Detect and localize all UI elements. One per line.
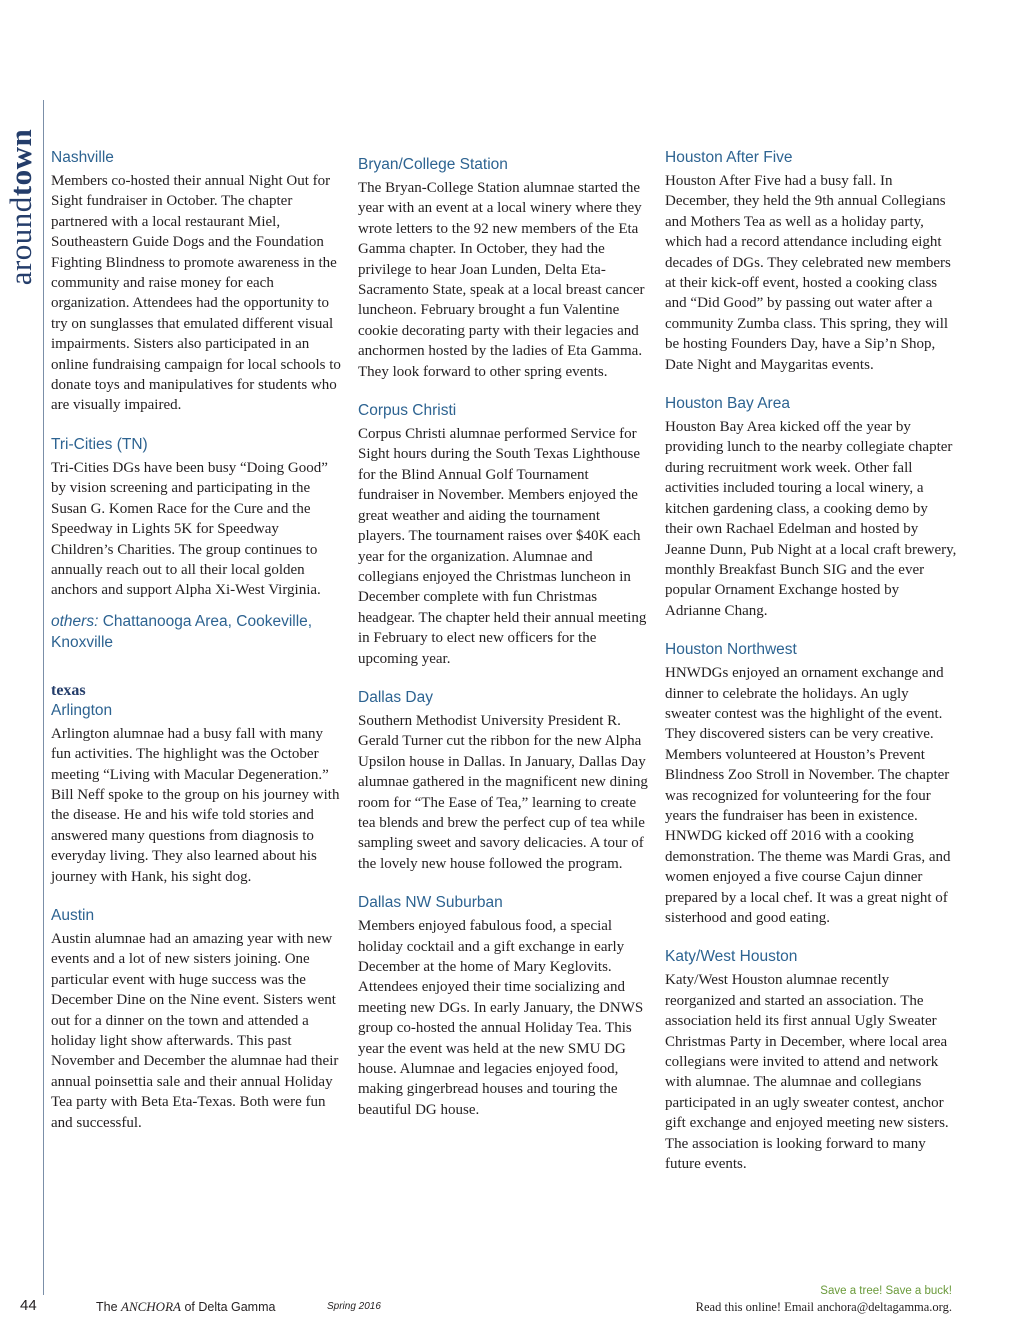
other-chapters-label: others: bbox=[51, 612, 99, 630]
save-tree-note: Save a tree! Save a buck! bbox=[820, 1285, 952, 1297]
chapter-body: Katy/West Houston alumnae recently reorganized and started an association. The association held its first annual Ugly Sweater Christmas Party in December, where local area collegians were invited to attend and network with alumnae. The alumnae and collegians participated in an ugly sweater contest, anchor gift exchange and enjoyed meeting new sisters. The association is looking forward to many future events. bbox=[665, 972, 949, 1173]
column-3 bbox=[665, 148, 957, 1193]
issue-season: Spring 2016 bbox=[327, 1301, 381, 1312]
side-label-emphasis: town bbox=[3, 128, 38, 197]
chapter-body: Members co-hosted their annual Night Out for Sight fundraiser in October. The chapter partnered with a local restaurant Miel, Southeastern Guide Dogs and the Foundation Fighting Blindness to promote awareness in the community and raise money for each organization. Attendees had the opportunity to try on sunglasses that emulated different visual impairments. Sisters also participated in an online fundraising campaign for local schools to donate toys and manipulatives for students who are visually impaired. bbox=[51, 173, 341, 414]
chapter-heading: Houston Northwest bbox=[665, 641, 797, 659]
chapter-heading: Houston Bay Area bbox=[665, 395, 790, 413]
chapter-heading: Dallas NW Suburban bbox=[358, 894, 503, 912]
chapter-heading: Arlington bbox=[51, 701, 113, 719]
chapter-heading: Austin bbox=[51, 906, 95, 924]
column-1 bbox=[51, 148, 343, 1152]
chapter-section-dallas-day bbox=[358, 688, 650, 874]
other-chapters-list: Chattanooga Area, Cookeville, Knoxville bbox=[51, 612, 313, 651]
chapter-heading: Bryan/College Station bbox=[358, 156, 508, 173]
other-chapters bbox=[51, 611, 343, 653]
chapter-body: HNWDGs enjoyed an ornament exchange and dinner to celebrate the holidays. An ugly sweater contest was the highlight of the event. They discovered sisters can be very creative. Members volunteered at Houston’s Prevent Blindness Zoo Stroll in November. The chapter was recognized for volunteering for the four years the fundraiser has been in existence. HNWDG kicked off 2016 with a cooking demonstration. The theme was Mardi Gras, and women enjoyed a five course Cajun dinner prepared by a local chef. It was a great night of sisterhood and good eating. bbox=[665, 665, 951, 926]
chapter-section-houston-after-five bbox=[665, 148, 957, 375]
chapter-body: Tri-Cities DGs have been busy “Doing Good” by vision screening and participating in the Susan G. Komen Race for the Cure and the Speedway in Lights 5K for Speedway Children’s Charities. The group continues to annually reach out to all their local golden anchors and support Alpha Xi-West Virginia. bbox=[51, 459, 328, 599]
chapter-body: Houston After Five had a busy fall. In December, they held the 9th annual Collegians and Mothers Tea as well as a holiday party, which had a record attendance including eight decades of DGs. They celebrated new members at their kick-off event, hosted a cooking class and “Did Good” by passing out water after a community Zumba class. This spring, they will be hosting Founders Day, have a Sip’n Shop, Date Night and Maygaritas events. bbox=[665, 173, 951, 373]
chapter-section-bryan-college-station bbox=[358, 155, 650, 382]
chapter-section-katy-west-houston bbox=[665, 947, 957, 1174]
chapter-body: Southern Methodist University President R. Gerald Turner cut the ribbon for the new Alpha Upsilon house in Dallas. In January, Dallas Day alumnae gathered in the magnificent new dining room for “The Ease of Tea,” learning to create tea blends and brew the perfect cup of tea while sampling sweet and savory delicacies. A tour of the lovely new house followed the program. bbox=[358, 712, 648, 872]
chapter-heading: Tri-Cities (TN) bbox=[51, 435, 148, 453]
chapter-body: Arlington alumnae had a busy fall with many fun activities. The highlight was the October meeting “Living with Macular Degeneration.” Bill Neff spoke to the group on his journey with the disease. He and his wife told stories and answered many questions from diagnosis to everyday living. They also learned about his journey with Hank, his sight dog. bbox=[51, 725, 340, 885]
chapter-section-arlington bbox=[51, 701, 343, 887]
chapter-heading: Houston After Five bbox=[665, 149, 793, 166]
chapter-body: Members enjoyed fabulous food, a special holiday cocktail and a gift exchange in early December at the home of Mary Keglovits. Attendees enjoyed their time socializing and meeting new DGs. In early January, the DNWS group co-hosted the annual Holiday Tea. This year the event was held at the new SMU DG house. Alumnae and legacies enjoyed food, making gingerbread houses and touring the beautiful DG house. bbox=[358, 918, 644, 1118]
chapter-heading: Dallas Day bbox=[358, 688, 433, 706]
chapter-body: Houston Bay Area kicked off the year by providing lunch to the nearby collegiate chapter during recruitment work week. Other fall activities included touring a local winery, a kitchen gardening class, a cooking demo by their own Rachael Edelman and hosted by Jeanne Dunn, Pub Night at a local craft brewery, monthly Breakfast Bunch SIG and the ever popular Ornament Exchange hosted by Adrianne Chang. bbox=[665, 419, 957, 619]
chapter-section-houston-bay-area bbox=[665, 394, 957, 621]
chapter-body: The Bryan-College Station alumnae started the year with an event at a local winery where they wrote letters to the 92 new members of the Eta Gamma chapter. In October, they had the privilege to hear Joan Lunden, Delta Eta-Sacramento State, speak at a local breast cancer luncheon. February brought a fun Valentine cookie decorating party with their legacies and anchormen hosted by the ladies of Eta Gamma. They look forward to other spring events. bbox=[358, 180, 645, 380]
chapter-section-corpus-christi bbox=[358, 401, 650, 669]
chapter-section-nashville bbox=[51, 148, 343, 416]
chapter-section-tri-cities bbox=[51, 435, 343, 601]
chapter-section-houston-northwest bbox=[665, 640, 957, 928]
side-label-prefix: around bbox=[3, 196, 38, 286]
chapter-section-dallas-nw-suburban bbox=[358, 893, 650, 1120]
magazine-suffix: of Delta Gamma bbox=[180, 1300, 276, 1314]
magazine-title bbox=[96, 1299, 275, 1315]
state-heading: texas bbox=[51, 681, 86, 699]
side-rule-divider bbox=[43, 100, 44, 1295]
read-online-note: Read this online! Email anchora@deltagamma.org. bbox=[695, 1300, 952, 1314]
chapter-heading: Nashville bbox=[51, 149, 114, 166]
magazine-prefix: The bbox=[96, 1300, 122, 1314]
magazine-name: ANCHORA bbox=[121, 1299, 181, 1314]
chapter-heading: Corpus Christi bbox=[358, 402, 457, 420]
column-2 bbox=[358, 155, 650, 1139]
section-side-label bbox=[3, 122, 38, 292]
chapter-body: Austin alumnae had an amazing year with new events and a lot of new sisters joining. One particular event with huge success was the December Dine on the Nine event. Sisters went out for a dinner on the town and attended a holiday light show afterwards. This past November and December the alumnae had their annual poinsettia sale and their annual Holiday Tea party with Beta Eta-Texas. Both were fun and successful. bbox=[51, 930, 339, 1131]
chapter-heading: Katy/West Houston bbox=[665, 948, 798, 966]
chapter-section-austin bbox=[51, 906, 343, 1133]
page-number: 44 bbox=[20, 1297, 37, 1314]
chapter-body: Corpus Christi alumnae performed Service for Sight hours during the South Texas Lighthouse for the Blind Annual Golf Tournament fundraiser in November. Members enjoyed the great weather and aiding the tournament players. The tournament raises over $40K each year for the organization. Alumnae and collegians enjoyed the Christmas luncheon in December complete with fun Christmas headgear. The chapter held their annual meeting in February to elect new officers for the upcoming year. bbox=[358, 426, 647, 667]
